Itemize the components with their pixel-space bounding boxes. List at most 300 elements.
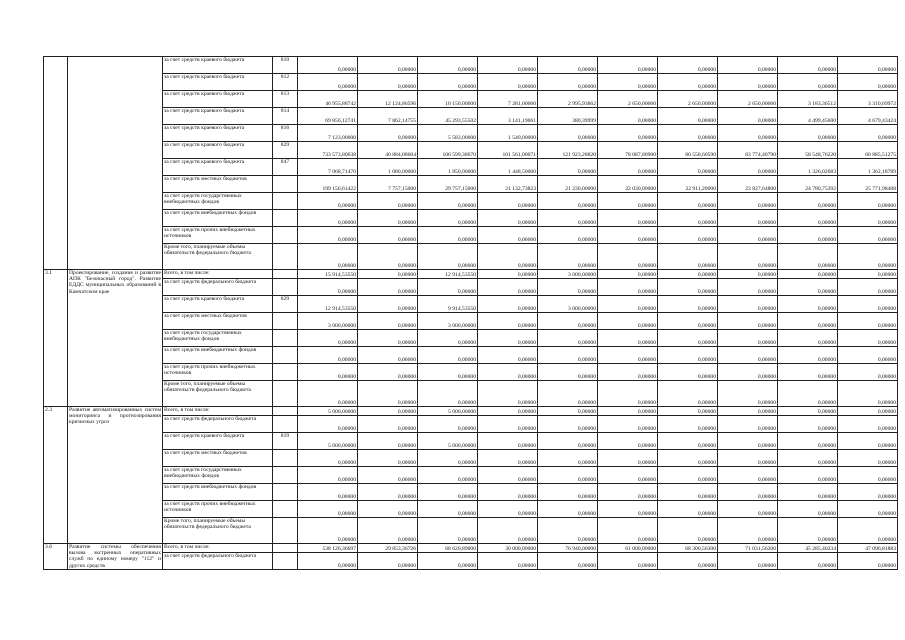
amount-cell: 0,00000 — [298, 518, 358, 544]
funding-source: Кроме того, планируемые объемы обязательств федерального бюджета — [163, 518, 273, 544]
item-name: Развитие автоматизированных систем мониторинга и прогнозирования кризисных угроз — [68, 407, 163, 544]
amount-cell: 0,00000 — [838, 74, 898, 91]
amount-cell: 0,00000 — [598, 484, 658, 501]
amount-cell: 3 183,36512 — [778, 91, 838, 108]
amount-cell: 0,00000 — [598, 74, 658, 91]
amount-cell: 0,00000 — [478, 74, 538, 91]
item-number — [44, 57, 68, 270]
table-row — [44, 347, 898, 364]
amount-cell: 0,00000 — [478, 416, 538, 433]
amount-cell: 0,00000 — [778, 74, 838, 91]
table-row — [44, 210, 898, 227]
budget-code: 812 — [273, 74, 298, 91]
amount-cell: 0,00000 — [478, 57, 538, 74]
amount-cell: 0,00000 — [538, 227, 598, 244]
amount-cell: 45 293,55502 — [418, 108, 478, 125]
amount-cell: 0,00000 — [658, 364, 718, 381]
funding-source: Кроме того, планируемые объемы обязательств федерального бюджета — [163, 244, 273, 270]
table-row — [44, 142, 898, 159]
amount-cell: 0,00000 — [538, 467, 598, 484]
budget-code — [273, 553, 298, 570]
amount-cell: 12 914,53550 — [298, 296, 358, 313]
table-row — [44, 544, 898, 553]
amount-cell: 0,00000 — [538, 416, 598, 433]
amount-cell: 0,00000 — [478, 244, 538, 270]
amount-cell: 0,00000 — [538, 381, 598, 407]
amount-cell: 0,00000 — [658, 484, 718, 501]
amount-cell: 0,00000 — [358, 381, 418, 407]
amount-cell: 69 856,12741 — [298, 108, 358, 125]
budget-code: 814 — [273, 108, 298, 125]
amount-cell: 0,00000 — [478, 467, 538, 484]
table-row — [44, 108, 898, 125]
amount-cell: 0,00000 — [598, 416, 658, 433]
amount-cell: 0,00000 — [478, 210, 538, 227]
amount-cell: 0,00000 — [778, 270, 838, 279]
funding-source: за счет средств краевого бюджета — [163, 125, 273, 142]
amount-cell: 0,00000 — [478, 484, 538, 501]
amount-cell: 0,00000 — [718, 467, 778, 484]
amount-cell: 0,00000 — [478, 296, 538, 313]
amount-cell: 30 000,00000 — [478, 544, 538, 553]
amount-cell: 0,00000 — [418, 501, 478, 518]
table-row — [44, 193, 898, 210]
funding-source: за счет средств государственных внебюджетных фондов — [163, 467, 273, 484]
amount-cell: 0,00000 — [838, 244, 898, 270]
amount-cell: 0,00000 — [598, 279, 658, 296]
amount-cell: 0,00000 — [718, 484, 778, 501]
amount-cell: 4 499,45600 — [778, 108, 838, 125]
budget-code — [273, 544, 298, 553]
amount-cell: 0,00000 — [718, 518, 778, 544]
amount-cell: 0,00000 — [478, 313, 538, 330]
amount-cell: 76 940,00000 — [538, 544, 598, 553]
amount-cell: 22 030,00000 — [598, 176, 658, 193]
budget-code — [273, 450, 298, 467]
amount-cell: 0,00000 — [358, 125, 418, 142]
amount-cell: 3 141,19061 — [478, 108, 538, 125]
amount-cell: 0,00000 — [298, 364, 358, 381]
amount-cell: 29 853,36726 — [358, 544, 418, 553]
amount-cell: 0,00000 — [718, 57, 778, 74]
amount-cell: 83 774,40790 — [718, 142, 778, 159]
amount-cell: 0,00000 — [478, 193, 538, 210]
amount-cell: 58 548,76220 — [778, 142, 838, 159]
amount-cell: 0,00000 — [598, 227, 658, 244]
amount-cell: 0,00000 — [298, 193, 358, 210]
amount-cell: 0,00000 — [358, 364, 418, 381]
budget-code: 816 — [273, 125, 298, 142]
budget-code — [273, 381, 298, 407]
amount-cell: 0,00000 — [658, 407, 718, 416]
amount-cell: 0,00000 — [658, 501, 718, 518]
budget-code — [273, 279, 298, 296]
amount-cell: 0,00000 — [718, 416, 778, 433]
amount-cell: 21 132,73823 — [478, 176, 538, 193]
amount-cell: 0,00000 — [658, 553, 718, 570]
table-row — [44, 518, 898, 544]
amount-cell: 0,00000 — [298, 74, 358, 91]
amount-cell: 0,00000 — [718, 193, 778, 210]
amount-cell: 0,00000 — [838, 433, 898, 450]
amount-cell: 7 757,15000 — [358, 176, 418, 193]
amount-cell: 0,00000 — [778, 210, 838, 227]
amount-cell: 0,00000 — [418, 381, 478, 407]
amount-cell: 1 448,50000 — [478, 159, 538, 176]
amount-cell: 0,00000 — [718, 501, 778, 518]
table-row — [44, 176, 898, 193]
amount-cell: 0,00000 — [358, 518, 418, 544]
amount-cell: 0,00000 — [538, 244, 598, 270]
amount-cell: 0,00000 — [478, 227, 538, 244]
funding-source: за счет средств краевого бюджета — [163, 57, 273, 74]
amount-cell: 0,00000 — [598, 57, 658, 74]
amount-cell: 0,00000 — [538, 57, 598, 74]
amount-cell: 46 955,88742 — [298, 91, 358, 108]
amount-cell: 0,00000 — [658, 244, 718, 270]
funding-source: Всего, в том числе: — [163, 270, 273, 279]
amount-cell: 0,00000 — [838, 57, 898, 74]
amount-cell: 0,00000 — [538, 553, 598, 570]
amount-cell: 5 000,00000 — [298, 433, 358, 450]
item-name: Развитие системы обеспечения вызова экстренных оперативных служб по единому номеру "112" и других средств — [69, 544, 161, 569]
amount-cell: 0,00000 — [418, 467, 478, 484]
amount-cell: 0,00000 — [658, 313, 718, 330]
item-name: Проектирование, создание и развитие АПК "Безопасный город". Развитие ЕДДС муниципальных образований в Камчатском крае — [68, 270, 163, 407]
amount-cell: 0,00000 — [298, 450, 358, 467]
amount-cell: 0,00000 — [538, 125, 598, 142]
amount-cell: 25 771,98408 — [838, 176, 898, 193]
amount-cell: 0,00000 — [838, 347, 898, 364]
funding-source: за счет средств государственных внебюджетных фондов — [163, 330, 273, 347]
amount-cell: 0,00000 — [538, 330, 598, 347]
amount-cell: 0,00000 — [838, 193, 898, 210]
amount-cell: 0,00000 — [298, 330, 358, 347]
amount-cell: 0,00000 — [778, 364, 838, 381]
amount-cell: 0,00000 — [718, 553, 778, 570]
amount-cell: 0,00000 — [598, 193, 658, 210]
amount-cell: 0,00000 — [718, 433, 778, 450]
item-number: 3.6 — [44, 544, 68, 570]
amount-cell: 0,00000 — [778, 501, 838, 518]
amount-cell: 0,00000 — [598, 501, 658, 518]
budget-code — [273, 407, 298, 416]
amount-cell: 29 757,15000 — [418, 176, 478, 193]
funding-source: за счет средств краевого бюджета — [163, 142, 273, 159]
amount-cell: 5 000,00000 — [418, 433, 478, 450]
amount-cell: 12 124,86596 — [358, 91, 418, 108]
funding-source: за счет средств местных бюджетов — [163, 450, 273, 467]
budget-code: 819 — [273, 433, 298, 450]
budget-code — [273, 484, 298, 501]
amount-cell: 0,00000 — [718, 364, 778, 381]
budget-code — [273, 313, 298, 330]
amount-cell: 0,00000 — [658, 210, 718, 227]
funding-source: за счет средств прочих внебюджетных источников — [163, 227, 273, 244]
amount-cell: 0,00000 — [718, 270, 778, 279]
amount-cell: 0,00000 — [598, 347, 658, 364]
amount-cell: 0,00000 — [838, 313, 898, 330]
amount-cell: 101 561,00071 — [478, 142, 538, 159]
amount-cell: 2 650,00000 — [658, 91, 718, 108]
amount-cell: 0,00000 — [358, 330, 418, 347]
amount-cell: 0,00000 — [358, 57, 418, 74]
budget-table — [43, 56, 898, 570]
amount-cell: 0,00000 — [718, 296, 778, 313]
amount-cell: 0,00000 — [718, 330, 778, 347]
amount-cell: 0,00000 — [358, 193, 418, 210]
amount-cell: 0,00000 — [838, 381, 898, 407]
amount-cell: 0,00000 — [358, 450, 418, 467]
amount-cell: 5 583,00000 — [418, 125, 478, 142]
table-row — [44, 313, 898, 330]
amount-cell: 0,00000 — [598, 553, 658, 570]
item-name — [68, 57, 163, 270]
amount-cell: 0,00000 — [478, 347, 538, 364]
budget-code: 813 — [273, 91, 298, 108]
amount-cell: 0,00000 — [718, 381, 778, 407]
amount-cell: 0,00000 — [838, 125, 898, 142]
amount-cell: 0,00000 — [598, 108, 658, 125]
budget-code — [273, 227, 298, 244]
amount-cell: 0,00000 — [778, 296, 838, 313]
table-row — [44, 407, 898, 416]
amount-cell: 0,00000 — [778, 244, 838, 270]
amount-cell: 2 650,00000 — [598, 91, 658, 108]
budget-code: 829 — [273, 142, 298, 159]
amount-cell: 3 000,00000 — [418, 313, 478, 330]
amount-cell: 0,00000 — [358, 433, 418, 450]
amount-cell: 0,00000 — [838, 330, 898, 347]
amount-cell: 0,00000 — [778, 467, 838, 484]
amount-cell: 0,00000 — [538, 450, 598, 467]
budget-code — [273, 270, 298, 279]
amount-cell: 40 884,08604 — [358, 142, 418, 159]
table-row — [44, 330, 898, 347]
table-row — [44, 227, 898, 244]
amount-cell: 0,00000 — [658, 433, 718, 450]
amount-cell: 23 827,64800 — [718, 176, 778, 193]
budget-code — [273, 244, 298, 270]
amount-cell: 0,00000 — [718, 125, 778, 142]
amount-cell: 0,00000 — [838, 210, 898, 227]
amount-cell: 0,00000 — [298, 501, 358, 518]
amount-cell: 5 000,00000 — [418, 407, 478, 416]
budget-code — [273, 210, 298, 227]
amount-cell: 7 862,14755 — [358, 108, 418, 125]
amount-cell: 0,00000 — [538, 193, 598, 210]
amount-cell: 0,00000 — [658, 381, 718, 407]
funding-source: за счет средств краевого бюджета — [163, 433, 273, 450]
amount-cell: 10 150,00000 — [418, 91, 478, 108]
amount-cell: 0,00000 — [598, 518, 658, 544]
amount-cell: 0,00000 — [658, 193, 718, 210]
amount-cell: 0,00000 — [778, 450, 838, 467]
amount-cell: 0,00000 — [838, 296, 898, 313]
amount-cell: 0,00000 — [358, 296, 418, 313]
amount-cell: 4 679,43424 — [838, 108, 898, 125]
amount-cell: 0,00000 — [478, 433, 538, 450]
amount-cell: 0,00000 — [298, 227, 358, 244]
amount-cell: 0,00000 — [778, 407, 838, 416]
amount-cell: 0,00000 — [478, 270, 538, 279]
funding-source: за счет средств краевого бюджета — [163, 296, 273, 313]
amount-cell: 0,00000 — [358, 553, 418, 570]
amount-cell: 0,00000 — [718, 347, 778, 364]
amount-cell: 0,00000 — [478, 381, 538, 407]
item-number: 2.3 — [44, 407, 68, 544]
amount-cell: 0,00000 — [658, 518, 718, 544]
table-row — [44, 484, 898, 501]
amount-cell: 78 087,80900 — [598, 142, 658, 159]
amount-cell: 0,00000 — [598, 407, 658, 416]
amount-cell: 0,00000 — [658, 57, 718, 74]
amount-cell: 106 599,38670 — [418, 142, 478, 159]
item-number: 3.1 — [44, 270, 68, 407]
amount-cell: 0,00000 — [658, 227, 718, 244]
amount-cell: 68 620,89000 — [418, 544, 478, 553]
amount-cell: 0,00000 — [358, 279, 418, 296]
budget-code — [273, 518, 298, 544]
budget-code — [273, 364, 298, 381]
amount-cell: 1 850,00000 — [418, 159, 478, 176]
amount-cell: 0,00000 — [838, 416, 898, 433]
amount-cell: 0,00000 — [718, 227, 778, 244]
amount-cell: 15 914,53550 — [298, 270, 358, 279]
amount-cell: 0,00000 — [418, 347, 478, 364]
funding-source: за счет средств внебюджетных фондов — [163, 347, 273, 364]
funding-source: за счет средств местных бюджетов — [163, 313, 273, 330]
budget-code — [273, 330, 298, 347]
amount-cell: 0,00000 — [298, 553, 358, 570]
table-row — [44, 125, 898, 142]
funding-source: за счет средств прочих внебюджетных источников — [163, 501, 273, 518]
amount-cell: 0,00000 — [478, 450, 538, 467]
amount-cell: 0,00000 — [838, 270, 898, 279]
table-row — [44, 296, 898, 313]
budget-code — [273, 176, 298, 193]
amount-cell: 0,00000 — [298, 347, 358, 364]
amount-cell: 0,00000 — [598, 244, 658, 270]
amount-cell: 0,00000 — [778, 57, 838, 74]
amount-cell: 0,00000 — [418, 193, 478, 210]
amount-cell: 199 156,61422 — [298, 176, 358, 193]
amount-cell: 0,00000 — [778, 227, 838, 244]
amount-cell: 7 281,00000 — [478, 91, 538, 108]
budget-code — [273, 193, 298, 210]
amount-cell: 0,00000 — [298, 381, 358, 407]
amount-cell: 0,00000 — [298, 416, 358, 433]
budget-code — [273, 501, 298, 518]
table-row — [44, 159, 898, 176]
amount-cell: 0,00000 — [658, 296, 718, 313]
amount-cell: 0,00000 — [598, 364, 658, 381]
funding-source: за счет средств внебюджетных фондов — [163, 210, 273, 227]
amount-cell: 5 000,00000 — [298, 407, 358, 416]
amount-cell: 0,00000 — [718, 313, 778, 330]
table-row — [44, 57, 898, 74]
amount-cell: 0,00000 — [538, 313, 598, 330]
amount-cell: 0,00000 — [778, 381, 838, 407]
amount-cell: 380,39999 — [538, 108, 598, 125]
amount-cell: 0,00000 — [598, 433, 658, 450]
amount-cell: 0,00000 — [418, 74, 478, 91]
amount-cell: 0,00000 — [418, 484, 478, 501]
amount-cell: 0,00000 — [538, 518, 598, 544]
table-row — [44, 433, 898, 450]
amount-cell: 0,00000 — [358, 416, 418, 433]
amount-cell: 0,00000 — [418, 416, 478, 433]
amount-cell: 0,00000 — [478, 364, 538, 381]
amount-cell: 0,00000 — [778, 313, 838, 330]
amount-cell: 0,00000 — [778, 484, 838, 501]
amount-cell: 0,00000 — [838, 501, 898, 518]
amount-cell: 0,00000 — [658, 279, 718, 296]
amount-cell: 733 573,80638 — [298, 142, 358, 159]
amount-cell: 0,00000 — [538, 159, 598, 176]
amount-cell: 0,00000 — [358, 467, 418, 484]
amount-cell: 0,00000 — [418, 57, 478, 74]
amount-cell: 0,00000 — [598, 159, 658, 176]
amount-cell: 3 000,00000 — [538, 270, 598, 279]
budget-code: 829 — [273, 296, 298, 313]
amount-cell: 0,00000 — [658, 347, 718, 364]
amount-cell: 0,00000 — [658, 467, 718, 484]
budget-code: 810 — [273, 57, 298, 74]
amount-cell: 0,00000 — [598, 381, 658, 407]
funding-source: Всего, в том числе: — [163, 544, 273, 553]
table-row — [44, 416, 898, 433]
amount-cell: 0,00000 — [598, 210, 658, 227]
amount-cell: 0,00000 — [778, 433, 838, 450]
table-row — [44, 467, 898, 484]
table-row — [44, 501, 898, 518]
amount-cell: 0,00000 — [838, 227, 898, 244]
amount-cell: 0,00000 — [718, 159, 778, 176]
amount-cell: 0,00000 — [658, 330, 718, 347]
amount-cell: 0,00000 — [418, 450, 478, 467]
amount-cell: 0,00000 — [538, 279, 598, 296]
amount-cell: 0,00000 — [538, 74, 598, 91]
budget-code — [273, 467, 298, 484]
amount-cell: 0,00000 — [778, 518, 838, 544]
amount-cell: 0,00000 — [778, 125, 838, 142]
amount-cell: 60 885,51275 — [838, 142, 898, 159]
amount-cell: 47 096,81883 — [838, 544, 898, 553]
amount-cell: 0,00000 — [778, 330, 838, 347]
amount-cell: 2 650,00000 — [718, 91, 778, 108]
amount-cell: 22 911,20000 — [658, 176, 718, 193]
amount-cell: 0,00000 — [778, 553, 838, 570]
amount-cell: 0,00000 — [658, 450, 718, 467]
table-row — [44, 381, 898, 407]
amount-cell: 0,00000 — [718, 450, 778, 467]
amount-cell: 0,00000 — [358, 227, 418, 244]
table-row — [44, 450, 898, 467]
table-row — [44, 279, 898, 296]
funding-source: Кроме того, планируемые объемы обязательств федерального бюджета — [163, 381, 273, 407]
amount-cell: 0,00000 — [478, 330, 538, 347]
amount-cell: 3 310,69972 — [838, 91, 898, 108]
amount-cell: 0,00000 — [478, 407, 538, 416]
amount-cell: 0,00000 — [358, 74, 418, 91]
amount-cell: 0,00000 — [658, 108, 718, 125]
amount-cell: 0,00000 — [298, 57, 358, 74]
amount-cell: 0,00000 — [418, 244, 478, 270]
budget-code — [273, 416, 298, 433]
table-row — [44, 270, 898, 279]
amount-cell: 0,00000 — [298, 467, 358, 484]
